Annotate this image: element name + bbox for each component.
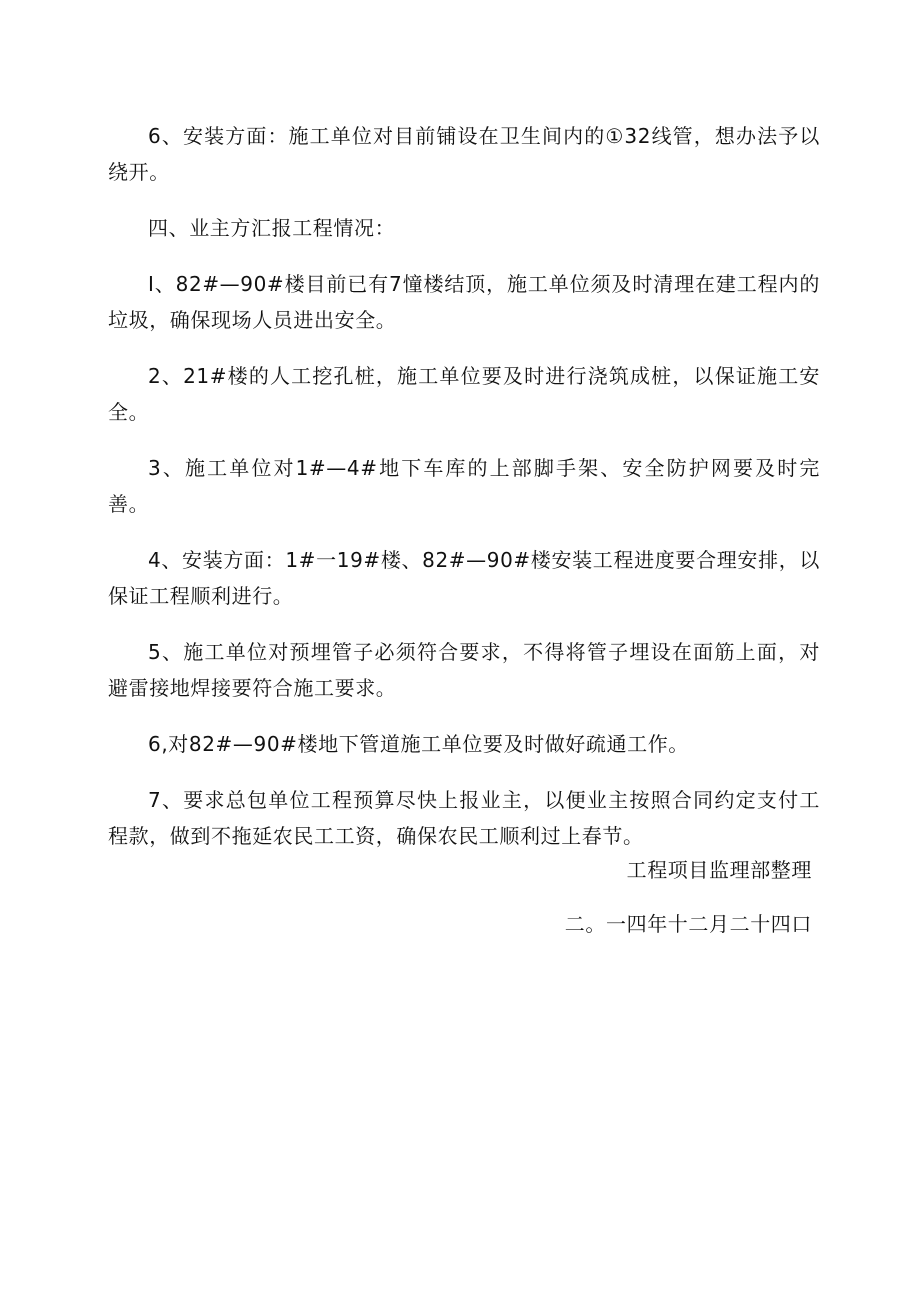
paragraph-item-3: 3、施工单位对1#—4#地下车库的上部脚手架、安全防护网要及时完善。 (108, 456, 820, 516)
paragraph-item-6: 6,对82#—90#楼地下管道施工单位要及时做好疏通工作。 (148, 732, 689, 756)
paragraph-item-7: 7、要求总包单位工程预算尽快上报业主，以便业主按照合同约定支付工程款，做到不拖延农民工工资，确保农民工顺利过上春节。 (108, 788, 820, 848)
document-body (108, 118, 820, 874)
section-heading-owner-report: 四、业主方汇报工程情况： (148, 216, 396, 240)
paragraph-item-5: 5、施工单位对预埋管子必须符合要求，不得将管子埋设在面筋上面，对避雷接地焊接要符合施工要求。 (108, 640, 820, 700)
paragraph-install-conduit: 6、安装方面：施工单位对目前铺设在卫生间内的①32线管，想办法予以绕开。 (108, 124, 820, 184)
paragraph-item-1: I、82#—90#楼目前已有7憧楼结顶，施工单位须及时清理在建工程内的垃圾，确保现场人员进出安全。 (108, 272, 820, 332)
signature-date: 二。一四年十二月二十四口 (564, 912, 812, 936)
signature-block (565, 852, 812, 960)
paragraph-item-2: 2、21#楼的人工挖孔桩，施工单位要及时进行浇筑成桩，以保证施工安全。 (108, 364, 820, 424)
paragraph-item-4: 4、安装方面：1#一19#楼、82#—90#楼安装工程进度要合理安排，以保证工程顺利进行。 (108, 548, 820, 608)
signature-organization: 工程项目监理部整理 (626, 858, 812, 882)
